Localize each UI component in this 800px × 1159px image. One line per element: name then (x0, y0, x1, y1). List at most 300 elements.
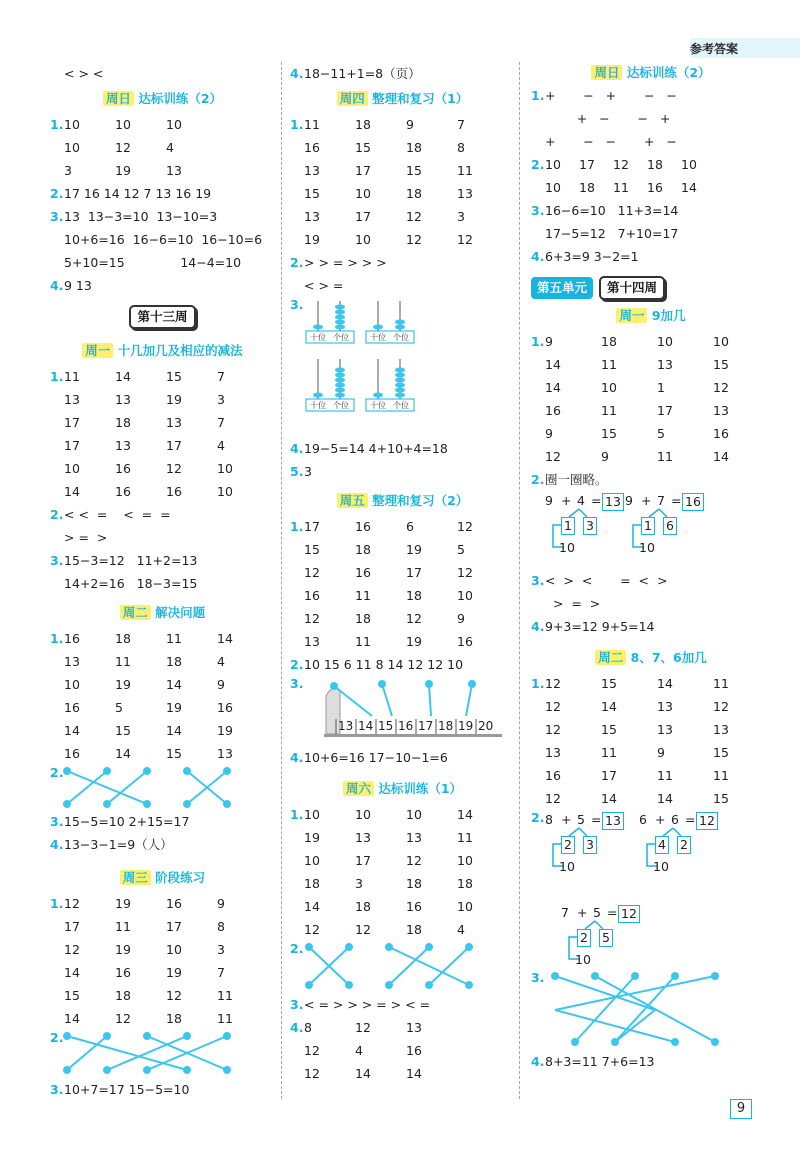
grid-cell: 16 (457, 634, 473, 649)
lines-q3 (50, 549, 275, 595)
grid-cell: 15 (713, 357, 729, 372)
answer-line: < > < (64, 66, 104, 81)
grid-cell: 9 (406, 117, 414, 132)
grid-q1 (290, 515, 515, 653)
grid-cell: 16 (217, 700, 233, 715)
ruler-number: 19 (458, 719, 474, 733)
grid-row (290, 895, 515, 918)
grid-cell: 12 (713, 380, 729, 395)
grid-cell: 14 (457, 807, 473, 822)
grid-cell: 17 (166, 438, 182, 453)
grid-row (50, 984, 275, 1007)
day-label: 周一 (616, 308, 647, 323)
grid-row: 1.10 10 10 (50, 113, 275, 136)
answer-q4: 4.6+3=9 3−2=1 (531, 249, 639, 264)
day-label: 周日 (591, 65, 622, 80)
answer-line: 2.< < = < = = (50, 507, 171, 522)
grid-row: 1.9 18 10 10 (531, 330, 771, 353)
split-box: 2 (577, 929, 591, 947)
grid-row (50, 388, 275, 411)
grid-cell: 12 (304, 565, 320, 580)
grid-cell: 10 (217, 484, 233, 499)
grid-cell: 10 (601, 380, 617, 395)
grid-row (50, 696, 275, 719)
grid-cell: 13 (115, 392, 131, 407)
answer-q4: 4.19−5=14 4+10+4=18 (290, 441, 448, 456)
answer-q4: 4.18−11+1=8（页） (290, 66, 421, 81)
sum-box: 12 (618, 905, 640, 923)
grid-cell: 19 (115, 896, 131, 911)
section-title: 整理和复习（2） (372, 493, 469, 508)
grid-row (290, 607, 515, 630)
grid-cell: 12 (355, 922, 371, 937)
grid-cell: 10 (355, 186, 371, 201)
answer-q5: 5.3 (290, 464, 312, 479)
grid-cell: 17 (166, 919, 182, 934)
grid-cell: 12 (166, 461, 182, 476)
answer-q4: 4.9+3=12 9+5=14 (531, 619, 655, 634)
grid-cell: 9 (545, 334, 553, 349)
section-heading (531, 302, 771, 330)
grid-cell: 11 (217, 988, 233, 1003)
lines-q1 (531, 84, 771, 153)
grid-cell: 16 (406, 1043, 422, 1058)
ten-label: 10 (559, 859, 575, 874)
grid-cell: 19 (166, 700, 182, 715)
section-heading (50, 85, 275, 113)
grid-cell: 17 (355, 163, 371, 178)
grid-cell: 15 (601, 676, 617, 691)
grid-cell: 17 (657, 403, 673, 418)
grid-cell: 17 (64, 438, 80, 453)
grid-cell: 15 (601, 426, 617, 441)
grid-cell: 15 (713, 745, 729, 760)
grid-cell: 14 (355, 1066, 371, 1081)
section-title: 解决问题 (155, 605, 206, 620)
grid-cell: 11 (355, 634, 371, 649)
grid-row (50, 650, 275, 673)
abacus-label: 个位 (333, 333, 349, 342)
unit-badge: 第五单元 (531, 277, 593, 299)
grid-row: 1.17 16 6 12 (290, 515, 515, 538)
grid-row: 4.8 12 13 (290, 1016, 515, 1039)
split-box: 2 (677, 836, 691, 854)
grid-cell: 12 (406, 209, 422, 224)
grid-cell: 13 (115, 438, 131, 453)
grid-row (531, 718, 771, 741)
grid-cell: 18 (647, 157, 663, 172)
answer-q2b: < > = (304, 278, 344, 293)
answer-q2: 2.10 15 6 11 8 14 12 12 10 (290, 657, 464, 672)
answer-line: 10+6=16 16−6=10 16−10=6 (64, 232, 263, 247)
day-label: 周三 (120, 870, 151, 885)
grid-cell: 16 (406, 899, 422, 914)
grid-cell: 15 (406, 163, 422, 178)
grid-cell: 12 (457, 565, 473, 580)
grid-cell: 7 (457, 117, 465, 132)
grid-cell: 15 (166, 746, 182, 761)
grid-row (531, 787, 771, 810)
grid-row (290, 918, 515, 941)
grid-q1 (290, 803, 515, 941)
abacus-label: 个位 (393, 401, 409, 410)
grid-cell: 19 (406, 634, 422, 649)
grid-cell: 11 (355, 588, 371, 603)
grid-cell: 12 (545, 699, 561, 714)
grid-row (531, 353, 771, 376)
grid-cell: 10 (64, 461, 80, 476)
ruler-number: 16 (398, 719, 414, 733)
section-title: 8、7、6加几 (630, 650, 707, 665)
addend: 9 (625, 493, 633, 508)
grid-cell: 13 (304, 163, 320, 178)
ten-label: 10 (559, 540, 575, 555)
grid-cell: 18 (406, 588, 422, 603)
grid-cell: 13 (64, 654, 80, 669)
addend: 5 (593, 905, 601, 920)
grid-row: 1.12 15 14 11 (531, 672, 771, 695)
grid-cell: 3 (64, 163, 72, 178)
section-heading (531, 644, 771, 672)
answer-q3: 3.15−5=10 2+15=17 (50, 814, 190, 829)
grid-cell: 12 (406, 853, 422, 868)
grid-row (290, 584, 515, 607)
section-heading (531, 62, 771, 84)
ruler-number: 13 (338, 719, 354, 733)
grid-row: 1.12 19 16 9 (50, 892, 275, 915)
grid-row: 2.10 17 12 18 10 (531, 153, 771, 176)
grid-cell: 12 (115, 1011, 131, 1026)
grid-cell: 15 (304, 542, 320, 557)
grid-cell: 12 (115, 140, 131, 155)
answer-q4: 4.13−3−1=9（人） (50, 837, 173, 852)
split-box: 4 (655, 836, 669, 854)
answer-line: 3.13 13−3=10 13−10=3 (50, 209, 218, 224)
grid-cell: 3 (457, 209, 465, 224)
grid-row (290, 630, 515, 653)
grid-cell: 12 (545, 722, 561, 737)
grid-cell: 11 (613, 180, 629, 195)
grid-cell: 16 (355, 565, 371, 580)
grid-cell: 16 (166, 484, 182, 499)
grid-cell: 10 (166, 117, 182, 132)
grid-q1 (50, 892, 275, 1030)
abacus-label: 十位 (370, 401, 386, 410)
unit-heading (531, 268, 771, 302)
grid-cell: 19 (217, 723, 233, 738)
answer-q4: 4.9 13 (50, 278, 92, 293)
grid-cell: 13 (545, 745, 561, 760)
grid-cell: 13 (457, 186, 473, 201)
grid-cell: 4 (457, 922, 465, 937)
grid-cell: 12 (304, 922, 320, 937)
grid-cell: 16 (115, 461, 131, 476)
grid-cell: 13 (166, 415, 182, 430)
grid-cell: 13 (657, 699, 673, 714)
grid-cell: 14 (64, 965, 80, 980)
answer-q4: 4.10+6=16 17−10−1=6 (290, 750, 448, 765)
matching-lines-q2: 2. (50, 765, 275, 810)
grid-cell: 17 (64, 415, 80, 430)
grid-cell: 10 (217, 461, 233, 476)
grid-row (50, 719, 275, 742)
split-box: 3 (583, 517, 597, 535)
number-line-q3: 3. 13 14 15 16 17 18 19 20 (290, 676, 515, 746)
grid-cell: 4 (217, 654, 225, 669)
ruler-number: 14 (358, 719, 374, 733)
matching-lines-q2: 2. (50, 1030, 275, 1078)
grid-cell: 4 (355, 1043, 363, 1058)
grid-cell: 18 (304, 876, 320, 891)
split-box: 1 (641, 517, 655, 535)
sum-box: 13 (602, 812, 624, 830)
grid-cell: 13 (304, 209, 320, 224)
ruler-number: 17 (418, 719, 434, 733)
grid-cell: 7 (217, 415, 225, 430)
grid-cell: 19 (166, 965, 182, 980)
grid-row (531, 376, 771, 399)
grid-row (50, 1007, 275, 1030)
grid-cell: 19 (115, 942, 131, 957)
day-label: 周五 (337, 493, 368, 508)
grid-cell: 10 (304, 853, 320, 868)
grid-cell: 19 (166, 392, 182, 407)
day-label: 周二 (120, 605, 151, 620)
grid-cell: 18 (406, 876, 422, 891)
abacus-label: 个位 (393, 333, 409, 342)
grid-row (290, 1039, 515, 1062)
column-1 (50, 62, 275, 1101)
section-title: 达标训练（2） (626, 65, 711, 80)
grid-cell: 16 (304, 588, 320, 603)
addend: 6 (671, 812, 679, 827)
grid-cell: 14 (166, 677, 182, 692)
abacus-label: 个位 (333, 401, 349, 410)
ten-label: 10 (639, 540, 655, 555)
grid-row (50, 742, 275, 765)
grid-cell: 13 (713, 403, 729, 418)
answer-line: > = > (64, 530, 108, 545)
grid-cell: 11 (601, 403, 617, 418)
grid-row (50, 411, 275, 434)
grid-cell: 12 (545, 791, 561, 806)
grid-cell: 12 (545, 676, 561, 691)
grid-q1 (50, 627, 275, 765)
grid-cell: 14 (545, 357, 561, 372)
grid-cell: 11 (304, 117, 320, 132)
grid-cell: 18 (166, 654, 182, 669)
week-badge: 第十三周 (129, 305, 195, 329)
grid-cell: 12 (713, 699, 729, 714)
grid-cell: 16 (64, 700, 80, 715)
matching-lines-q2: 2. (290, 941, 515, 993)
grid-cell: 14 (657, 676, 673, 691)
answer-q4: 4.8+3=11 7+6=13 (531, 1054, 655, 1069)
grid-cell: 7 (217, 369, 225, 384)
grid-cell: 18 (355, 611, 371, 626)
grid-cell: 11 (601, 357, 617, 372)
split-box: 6 (663, 517, 677, 535)
grid-cell: 12 (304, 611, 320, 626)
grid-cell: 13 (406, 1020, 422, 1035)
grid-cell: 10 (64, 677, 80, 692)
grid-cell: 9 (457, 611, 465, 626)
grid-row (50, 457, 275, 480)
answer-q2: 2.> > = > > > (290, 255, 387, 270)
grid-row (50, 480, 275, 503)
grid-cell: 10 (304, 807, 320, 822)
grid-cell: 11 (166, 631, 182, 646)
grid-cell: 17 (355, 853, 371, 868)
grid-row (290, 826, 515, 849)
day-label: 周一 (82, 343, 113, 358)
grid-cell: 11 (457, 163, 473, 178)
grid-cell: 14 (681, 180, 697, 195)
answer-line: 1.+ − + − − (531, 88, 677, 103)
grid-cell: 16 (713, 426, 729, 441)
grid-cell: 16 (545, 403, 561, 418)
answer-line: + − − + (545, 111, 671, 126)
grid-row (290, 1062, 515, 1085)
make-ten-diagram: 9 + 4 = 13 1 3 10 (545, 493, 630, 555)
section-heading (290, 487, 515, 515)
grid-cell: 19 (115, 163, 131, 178)
grid-row (290, 228, 515, 251)
section-title: 9加几 (651, 308, 686, 323)
grid-cell: 17 (406, 565, 422, 580)
grid-cell: 16 (647, 180, 663, 195)
grid-cell: 13 (64, 392, 80, 407)
lines-q3 (50, 205, 275, 274)
addend: 9 (545, 493, 553, 508)
grid-cell: 19 (304, 232, 320, 247)
grid-cell: 19 (115, 677, 131, 692)
grid-cell: 11 (601, 745, 617, 760)
grid-cell: 10 (64, 117, 80, 132)
grid-cell: 15 (601, 722, 617, 737)
grid-q4 (290, 1016, 515, 1085)
matching-lines-q3: 3. (531, 970, 771, 1050)
make-ten-diagram: 8 + 5 = 13 2 3 10 (545, 812, 630, 874)
grid-cell: 12 (64, 896, 80, 911)
grid-row (531, 764, 771, 787)
grid-cell: 11 (64, 369, 80, 384)
grid-cell: 16 (545, 768, 561, 783)
grid-cell: 12 (304, 1043, 320, 1058)
grid-row (290, 136, 515, 159)
grid-cell: 18 (166, 1011, 182, 1026)
grid-cell: 18 (579, 180, 595, 195)
grid-cell: 10 (545, 157, 561, 172)
grid-cell: 9 (657, 745, 665, 760)
day-label: 周日 (103, 91, 134, 106)
grid-row (290, 159, 515, 182)
grid-cell: 16 (64, 631, 80, 646)
make-ten-diagram: 7 + 5 = 12 2 5 10 (561, 905, 646, 967)
grid-cell: 15 (304, 186, 320, 201)
grid-cell: 10 (713, 334, 729, 349)
section-title: 整理和复习（1） (372, 91, 469, 106)
grid-row (50, 159, 275, 182)
ruler-number: 15 (378, 719, 394, 733)
grid-cell: 14 (304, 899, 320, 914)
grid-cell: 13 (304, 634, 320, 649)
answer-line: 3.16−6=10 11+3=14 (531, 203, 679, 218)
grid-q1 (50, 365, 275, 503)
grid-cell: 14 (64, 723, 80, 738)
answer-line: + − − + − (545, 134, 677, 149)
grid-cell: 18 (406, 140, 422, 155)
grid-cell: 9 (217, 896, 225, 911)
grid-cell: 14 (601, 791, 617, 806)
grid-row (290, 561, 515, 584)
grid-cell: 8 (217, 919, 225, 934)
addend: 7 (657, 493, 665, 508)
grid-cell: 7 (217, 965, 225, 980)
grid-cell: 11 (657, 449, 673, 464)
day-label: 周六 (343, 781, 374, 796)
grid-cell: 18 (601, 334, 617, 349)
grid-row (50, 434, 275, 457)
answer-line: 3.15−3=12 11+2=13 (50, 553, 198, 568)
grid-cell: 11 (115, 654, 131, 669)
grid-cell: 13 (657, 357, 673, 372)
grid-cell: 12 (457, 232, 473, 247)
grid-row (290, 538, 515, 561)
grid-cell: 18 (457, 876, 473, 891)
grid-cell: 11 (457, 830, 473, 845)
grid-cell: 16 (166, 896, 182, 911)
grid-cell: 13 (166, 163, 182, 178)
matching-diagram (304, 941, 514, 993)
ruler-diagram (304, 676, 514, 746)
grid-cell: 12 (406, 232, 422, 247)
matching-diagram (62, 1030, 262, 1078)
addend: 8 (545, 812, 553, 827)
grid-cell: 16 (304, 140, 320, 155)
grid-cell: 16 (115, 965, 131, 980)
grid-cell: 18 (115, 988, 131, 1003)
lines-q3 (531, 199, 771, 245)
grid-cell: 12 (166, 988, 182, 1003)
page-number: 9 (730, 1099, 752, 1119)
grid-cell: 14 (545, 380, 561, 395)
grid-row (531, 695, 771, 718)
abacus-label: 十位 (310, 401, 326, 410)
grid-row (290, 849, 515, 872)
grid-cell: 15 (115, 723, 131, 738)
grid-cell: 8 (304, 1020, 312, 1035)
grid-cell: 12 (545, 449, 561, 464)
answer-line: 17−5=12 7+10=17 (545, 226, 679, 241)
abacus-label: 十位 (370, 333, 386, 342)
grid-cell: 12 (457, 519, 473, 534)
grid-cell: 12 (304, 1066, 320, 1081)
grid-cell: 13 (217, 746, 233, 761)
answer-line: 14+2=16 18−3=15 (64, 576, 198, 591)
abacus-diagram (304, 297, 514, 437)
grid-cell: 10 (64, 140, 80, 155)
grid-cell: 11 (657, 768, 673, 783)
sum-box: 16 (682, 493, 704, 511)
grid-cell: 5 (657, 426, 665, 441)
abacus-q3: 3. 十位 个位 十位 个位 十位 个位 十位 个位 (290, 297, 515, 437)
grid-q1 (531, 672, 771, 810)
grid-cell: 11 (713, 676, 729, 691)
grid-cell: 14 (115, 369, 131, 384)
grid-cell: 6 (406, 519, 414, 534)
grid-row (50, 673, 275, 696)
